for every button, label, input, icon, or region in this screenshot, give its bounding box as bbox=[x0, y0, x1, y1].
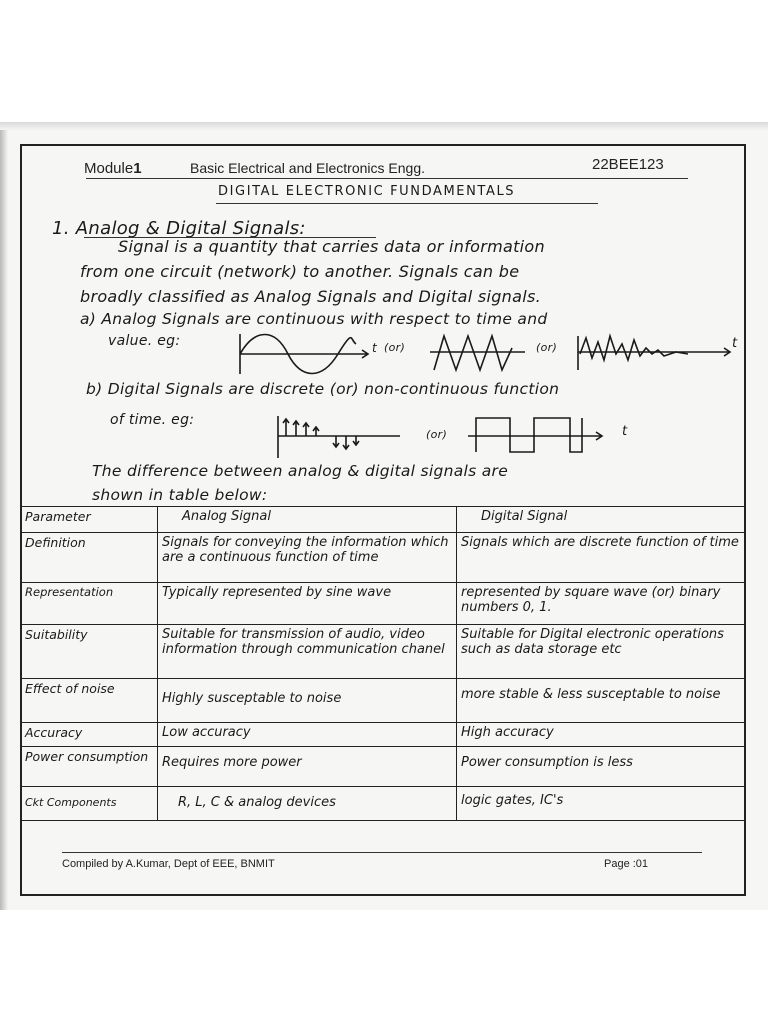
digital-axis-t: t bbox=[622, 424, 628, 439]
row-digital: represented by square wave (or) binary numbers 0, 1. bbox=[457, 583, 746, 625]
row-analog: Signals for conveying the information which are a continuous function of time bbox=[158, 533, 457, 583]
page-number: Page :01 bbox=[604, 858, 649, 870]
analog-axis-t: t bbox=[372, 341, 378, 355]
footer-divider bbox=[62, 852, 702, 853]
row-digital: more stable & less susceptable to noise bbox=[457, 679, 746, 723]
row-param: Definition bbox=[21, 533, 158, 583]
table-row bbox=[21, 533, 746, 583]
analog-definition-cont: value. eg: bbox=[108, 333, 181, 349]
table-intro-line-1: The difference between analog & digital signals are bbox=[92, 462, 509, 480]
digital-or: (or) bbox=[426, 428, 448, 441]
course-code: 22BEE123 bbox=[592, 156, 664, 173]
course-title: Basic Electrical and Electronics Engg. bbox=[190, 160, 425, 176]
table-row bbox=[21, 747, 746, 787]
analog-definition: a) Analog Signals are continuous with respect to time and bbox=[80, 310, 548, 328]
scan-shadow-left bbox=[0, 130, 8, 910]
table-row bbox=[21, 625, 746, 679]
page-title: DIGITAL ELECTRONIC FUNDAMENTALS bbox=[218, 184, 516, 199]
row-param: Accuracy bbox=[21, 723, 158, 747]
row-analog: Highly susceptable to noise bbox=[158, 679, 457, 723]
row-analog: Suitable for transmission of audio, video information through communication chanel bbox=[158, 625, 457, 679]
digital-definition-cont: of time. eg: bbox=[110, 412, 195, 428]
row-digital: Suitable for Digital electronic operations such as data storage etc bbox=[457, 625, 746, 679]
row-analog: Requires more power bbox=[158, 747, 457, 787]
module-label: Module1 bbox=[84, 160, 142, 177]
intro-line-1: Signal is a quantity that carries data or information bbox=[118, 237, 545, 256]
table-row bbox=[21, 583, 746, 625]
header-digital: Digital Signal bbox=[457, 507, 746, 533]
header-parameter: Parameter bbox=[21, 507, 158, 533]
row-param: Effect of noise bbox=[21, 679, 158, 723]
header-analog: Analog Signal bbox=[158, 507, 457, 533]
row-analog: Typically represented by sine wave bbox=[158, 583, 457, 625]
row-digital: logic gates, IC's bbox=[457, 787, 746, 821]
row-digital: Signals which are discrete function of time bbox=[457, 533, 746, 583]
row-param: Suitability bbox=[21, 625, 158, 679]
row-digital: Power consumption is less bbox=[457, 747, 746, 787]
table-row bbox=[21, 787, 746, 821]
table-header-row bbox=[21, 507, 746, 533]
row-analog: Low accuracy bbox=[158, 723, 457, 747]
row-digital: High accuracy bbox=[457, 723, 746, 747]
title-underline bbox=[216, 203, 598, 204]
section-heading: 1. Analog & Digital Signals: bbox=[52, 218, 306, 239]
digital-definition: b) Digital Signals are discrete (or) non-continuous function bbox=[86, 380, 560, 398]
analog-signal-sketches bbox=[230, 330, 750, 376]
table-row bbox=[21, 723, 746, 747]
analog-or-1: (or) bbox=[384, 341, 406, 354]
compiled-by: Compiled by A.Kumar, Dept of EEE, BNMIT bbox=[62, 858, 275, 870]
row-param: Ckt Components bbox=[21, 787, 158, 821]
table-intro-line-2: shown in table below: bbox=[92, 486, 268, 504]
analog-axis-t-2: t bbox=[732, 336, 738, 351]
comparison-table bbox=[20, 506, 746, 821]
header-divider bbox=[86, 178, 688, 179]
row-analog: R, L, C & analog devices bbox=[158, 787, 457, 821]
intro-line-2: from one circuit (network) to another. Signals can be bbox=[80, 262, 520, 281]
analog-or-2: (or) bbox=[536, 341, 558, 354]
row-param: Power consumption bbox=[21, 747, 158, 787]
row-param: Representation bbox=[21, 583, 158, 625]
intro-line-3: broadly classified as Analog Signals and Digital signals. bbox=[80, 287, 541, 306]
table-row bbox=[21, 679, 746, 723]
